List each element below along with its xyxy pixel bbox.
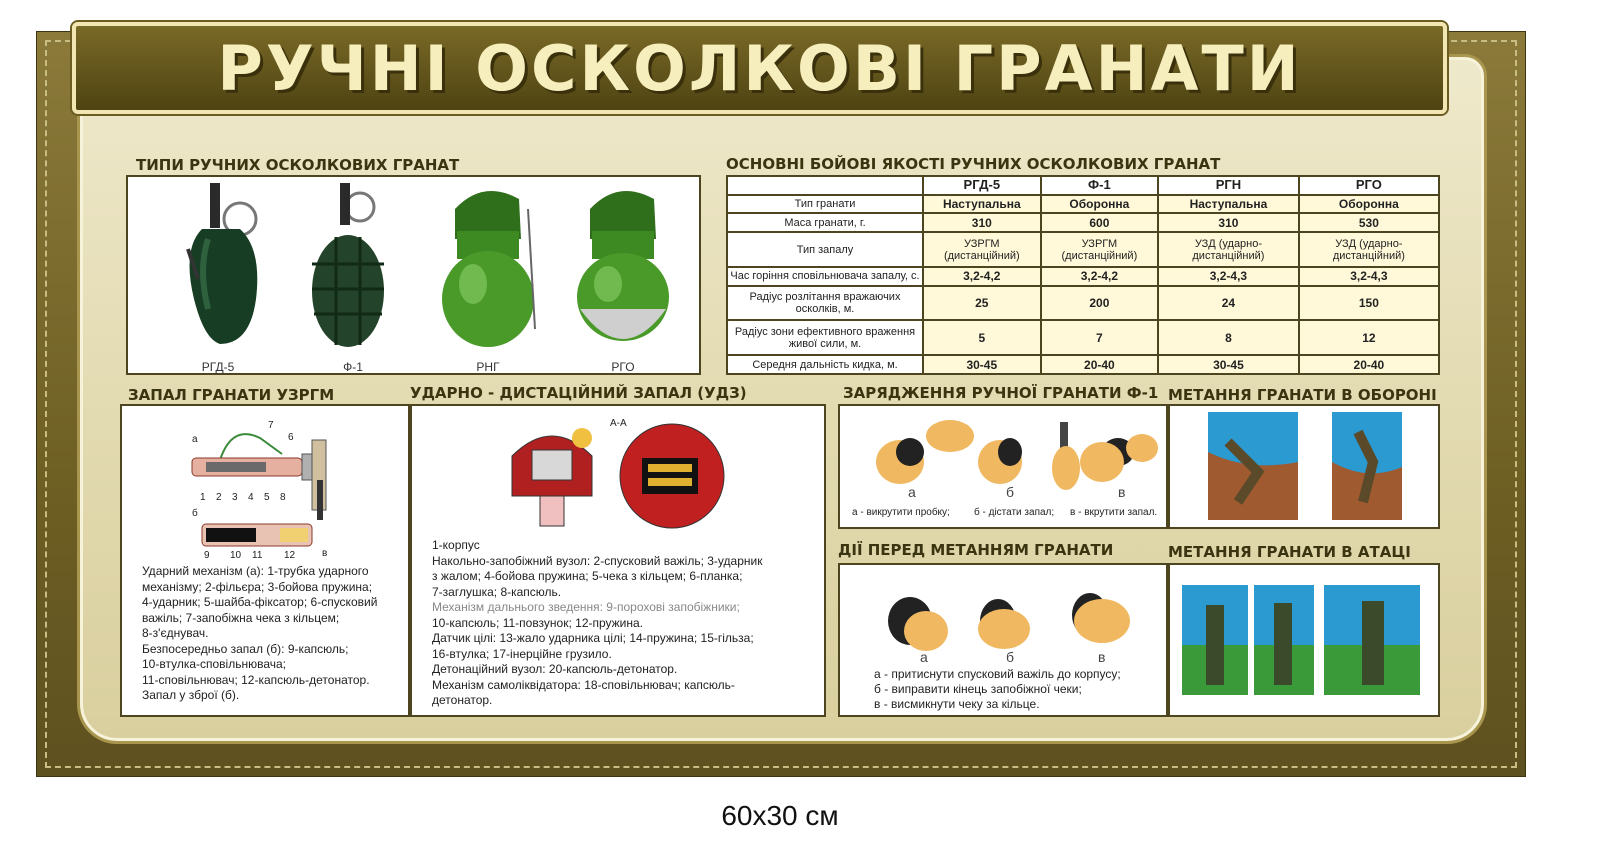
table-row xyxy=(727,286,1439,321)
udz-line: Накольно-запобіжний вузол: 2-спусковий важіль; 3-ударник xyxy=(432,553,763,568)
table-cell: 310 xyxy=(1158,213,1299,232)
udz-line: 1-корпус xyxy=(432,538,480,552)
grenade-rgd5-image xyxy=(158,179,278,357)
grenade-rgo-image xyxy=(568,179,678,357)
uzrgm-description xyxy=(142,564,410,704)
row-label: Маса гранати, г. xyxy=(727,213,923,232)
row-label: Радіус розлітання вражаючих осколків, м. xyxy=(727,286,923,321)
table-row xyxy=(727,213,1439,232)
uzrgm-panel xyxy=(120,404,410,717)
grenade-rgd5-label: РГД-5 xyxy=(201,360,235,374)
table-cell: 200 xyxy=(1041,286,1158,321)
table-cell: 3,2-4,3 xyxy=(1158,267,1299,286)
uzrgm-line: Запал у зброї (б). xyxy=(142,688,240,702)
uzrgm-line: 11-сповільнювач; 12-капсюль-детонатор. xyxy=(142,672,370,687)
grenade-rng xyxy=(433,179,543,374)
charging-caption-b: б - дістати запал; xyxy=(974,507,1055,518)
table-header-cell: Ф-1 xyxy=(1041,176,1158,195)
row-label: Час горіння сповільнювача запалу, с. xyxy=(727,267,923,286)
grenade-rgo-label: РГО xyxy=(611,360,635,374)
uzrgm-label-10: 10 xyxy=(230,550,242,561)
throw-defense-panel xyxy=(1168,404,1440,529)
before-label-a: а xyxy=(920,649,928,665)
uzrgm-line: Ударний механізм (а): 1-трубка ударного xyxy=(142,564,369,578)
table-cell: 3,2-4,3 xyxy=(1299,267,1439,286)
udz-line: детонатор. xyxy=(432,693,493,707)
uzrgm-label-3: 3 xyxy=(232,492,238,503)
row-label: Середня дальність кидка, м. xyxy=(727,355,923,374)
charging-caption-v: в - вкрутити запал. xyxy=(1070,507,1158,518)
charging-label-v: в xyxy=(1118,484,1126,500)
uzrgm-label-1: 1 xyxy=(200,492,206,503)
grenade-rng-label: РНГ xyxy=(476,360,500,374)
uzrgm-label-5: 5 xyxy=(264,492,270,503)
grenade-f1 xyxy=(298,179,408,374)
udz-line: з жалом; 4-бойова пружина; 5-чека з кільцем; 6-планка; xyxy=(432,569,743,583)
table-cell: 8 xyxy=(1158,320,1299,355)
section-title-before-throw: ДІЇ ПЕРЕД МЕТАННЯМ ГРАНАТИ xyxy=(838,541,1114,559)
table-cell: 150 xyxy=(1299,286,1439,321)
charging-label-a: а xyxy=(908,484,916,500)
uzrgm-label-12: 12 xyxy=(284,550,296,561)
table-row xyxy=(727,355,1439,374)
udz-line: Детонаційний вузол: 20-капсюль-детонатор. xyxy=(432,662,678,676)
table-cell: УЗД (ударно-дистанційний) xyxy=(1299,232,1439,267)
section-title-throw-defense: МЕТАННЯ ГРАНАТИ В ОБОРОНІ xyxy=(1168,386,1437,404)
section-title-qualities: ОСНОВНІ БОЙОВІ ЯКОСТІ РУЧНИХ ОСКОЛКОВИХ ГРАНАТ xyxy=(726,155,1221,173)
grenade-rgd5 xyxy=(158,179,278,374)
charging-caption-a: а - викрутити пробку; xyxy=(852,507,950,518)
table-row xyxy=(727,195,1439,214)
table-cell: УЗД (ударно-дистанційний) xyxy=(1158,232,1299,267)
grenade-f1-label: Ф-1 xyxy=(343,360,363,374)
uzrgm-label-11: 11 xyxy=(252,550,263,561)
table-cell: 530 xyxy=(1299,213,1439,232)
table-cell: 12 xyxy=(1299,320,1439,355)
table-cell: 3,2-4,2 xyxy=(923,267,1041,286)
udz-line: Механізм дальнього зведення: 9-порохові запобіжники; xyxy=(432,600,740,614)
grenade-rng-image xyxy=(433,179,543,357)
table-cell: Оборонна xyxy=(1299,195,1439,214)
section-title-throw-attack: МЕТАННЯ ГРАНАТИ В АТАЦІ xyxy=(1168,543,1411,561)
uzrgm-label-7: 7 xyxy=(268,420,274,431)
charging-panel xyxy=(838,404,1168,529)
table-cell: Наступальна xyxy=(1158,195,1299,214)
before-label-v: в xyxy=(1098,649,1106,665)
udz-panel xyxy=(410,404,826,717)
throw-defense-illustration xyxy=(1208,412,1408,522)
section-title-uzrgm: ЗАПАЛ ГРАНАТИ УЗРГМ xyxy=(128,386,335,404)
table-cell: УЗРГМ (дистанційний) xyxy=(1041,232,1158,267)
before-label-b: б xyxy=(1006,649,1015,665)
udz-diagram xyxy=(492,416,732,541)
udz-line: 16-втулка; 17-інерційне грузило. xyxy=(432,646,612,661)
table-cell: 30-45 xyxy=(923,355,1041,374)
throw-attack-illustration xyxy=(1182,585,1434,697)
udz-line: Датчик цілі: 13-жало ударника цілі; 14-пружина; 15-гільза; xyxy=(432,631,754,645)
uzrgm-label-b: б xyxy=(192,508,198,519)
section-title-types: ТИПИ РУЧНИХ ОСКОЛКОВИХ ГРАНАТ xyxy=(136,156,460,174)
table-header-cell xyxy=(727,176,923,195)
uzrgm-line: 8-з'єднувач. xyxy=(142,626,209,640)
poster-title: РУЧНІ ОСКОЛКОВІ ГРАНАТИ xyxy=(217,31,1302,105)
grenade-f1-image xyxy=(298,179,408,357)
table-header-cell: РГД-5 xyxy=(923,176,1041,195)
uzrgm-label-8: 8 xyxy=(280,492,286,503)
stats-table xyxy=(726,175,1440,375)
size-label: 60x30 см xyxy=(721,800,839,831)
table-cell: 24 xyxy=(1158,286,1299,321)
udz-line: 10-капсюль; 11-повзунок; 12-пружина. xyxy=(432,615,644,630)
table-cell: 310 xyxy=(923,213,1041,232)
section-title-charging: ЗАРЯДЖЕННЯ РУЧНОЇ ГРАНАТИ Ф-1 xyxy=(843,384,1159,402)
section-title-udz: УДАРНО - ДИСТАЦІЙНИЙ ЗАПАЛ (УДЗ) xyxy=(410,384,747,402)
table-cell: 7 xyxy=(1041,320,1158,355)
before-throw-panel xyxy=(838,563,1168,717)
before-throw-description xyxy=(874,667,1166,712)
table-cell: Наступальна xyxy=(923,195,1041,214)
table-row xyxy=(727,320,1439,355)
table-cell: 5 xyxy=(923,320,1041,355)
charging-label-b: б xyxy=(1006,484,1015,500)
throw-attack-panel xyxy=(1168,563,1440,717)
uzrgm-label-9: 9 xyxy=(204,550,210,561)
udz-line: Механізм самоліквідатора: 18-сповільнювач; капсюль- xyxy=(432,677,735,692)
uzrgm-line: важіль; 7-запобіжна чека з кільцем; xyxy=(142,610,340,625)
udz-line: 7-заглушка; 8-капсюль. xyxy=(432,584,562,599)
udz-description xyxy=(432,538,824,709)
uzrgm-label-a: а xyxy=(192,434,198,445)
table-header-cell: РГО xyxy=(1299,176,1439,195)
table-cell: 20-40 xyxy=(1041,355,1158,374)
grenade-rgo xyxy=(568,179,678,374)
uzrgm-line: механізму; 2-фільєра; 3-бойова пружина; xyxy=(142,579,373,594)
before-throw-hands-illustration xyxy=(880,575,1150,655)
uzrgm-label-4: 4 xyxy=(248,492,254,503)
table-cell: 30-45 xyxy=(1158,355,1299,374)
grenade-types-panel xyxy=(126,175,701,375)
table-cell: 600 xyxy=(1041,213,1158,232)
table-cell: 25 xyxy=(923,286,1041,321)
uzrgm-line: 4-ударник; 5-шайба-фіксатор; 6-спусковий xyxy=(142,595,378,609)
row-label: Тип гранати xyxy=(727,195,923,214)
before-line: б - виправити кінець запобіжної чеки; xyxy=(874,682,1082,696)
row-label: Радіус зони ефективного враження живої сили, м. xyxy=(727,320,923,355)
uzrgm-label-v: в xyxy=(322,548,328,559)
before-line: а - притиснути спусковий важіль до корпусу; xyxy=(874,667,1121,681)
row-label: Тип запалу xyxy=(727,232,923,267)
table-cell: 3,2-4,2 xyxy=(1041,267,1158,286)
uzrgm-line: Безпосередньо запал (б): 9-капсюль; xyxy=(142,641,349,656)
table-header-row xyxy=(727,176,1439,195)
uzrgm-line: 10-втулка-сповільнювача; xyxy=(142,657,287,671)
table-header-cell: РГН xyxy=(1158,176,1299,195)
table-row xyxy=(727,232,1439,267)
uzrgm-label-2: 2 xyxy=(216,492,222,503)
title-banner xyxy=(72,22,1447,114)
udz-label-aa: А-А xyxy=(610,418,627,429)
uzrgm-label-6: 6 xyxy=(288,432,294,443)
table-row xyxy=(727,267,1439,286)
table-cell: УЗРГМ (дистанційний) xyxy=(923,232,1041,267)
before-line: в - висмикнути чеку за кільце. xyxy=(874,697,1040,711)
table-cell: 20-40 xyxy=(1299,355,1439,374)
table-cell: Оборонна xyxy=(1041,195,1158,214)
